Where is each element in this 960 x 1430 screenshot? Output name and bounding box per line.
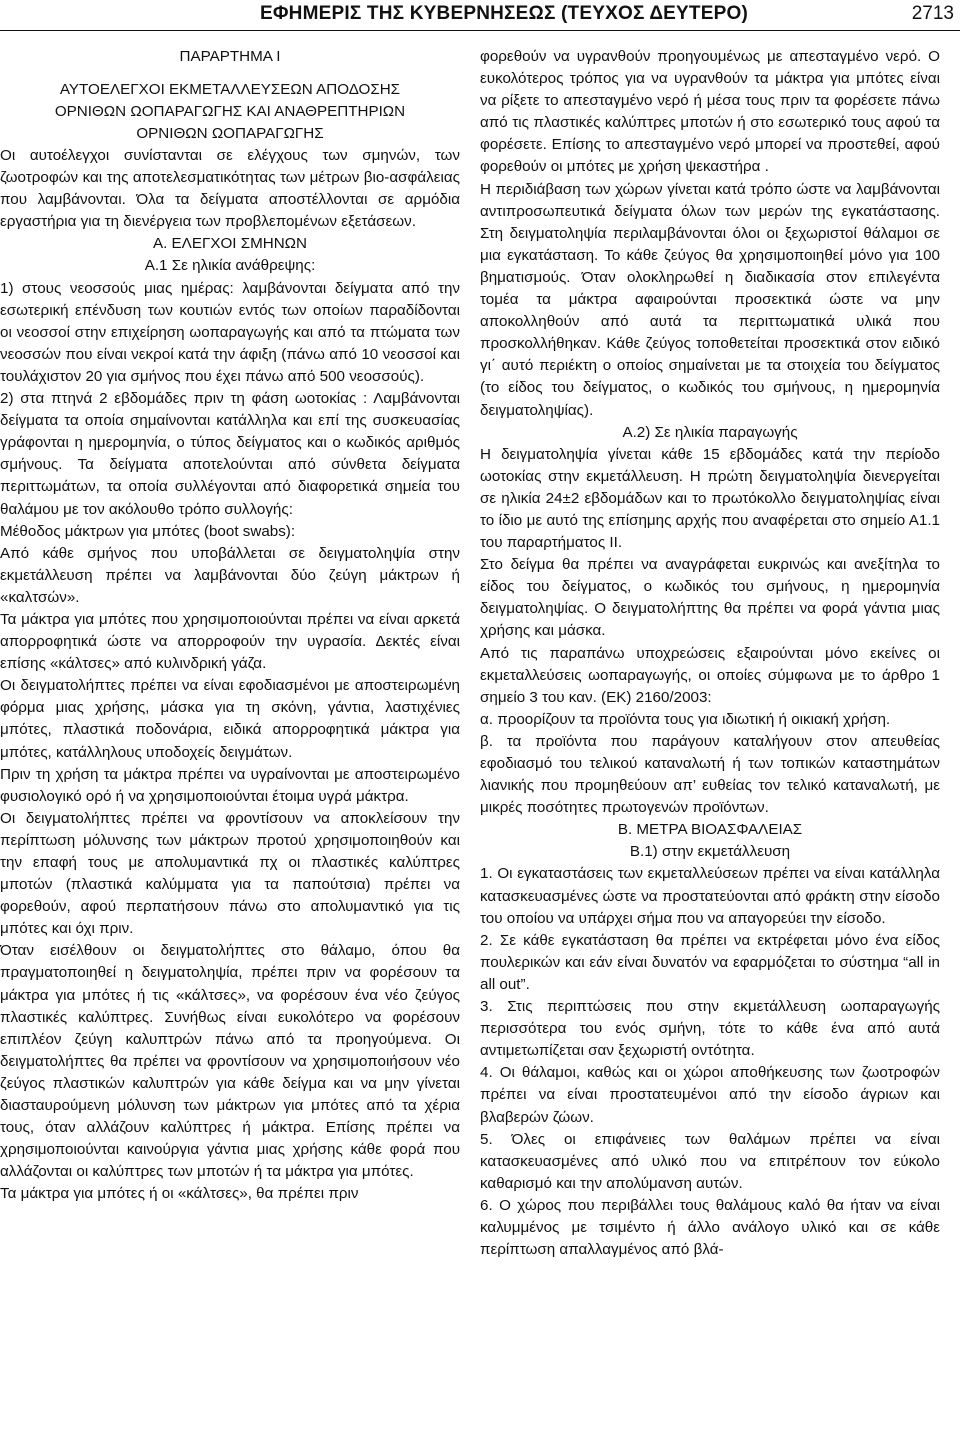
paragraph: Στο δείγμα θα πρέπει να αναγράφεται ευκρινώς και ανεξίτηλα το είδος του δείγματος, ο κωδικός του σμήνους, η ημερομηνία δειγματοληψίας. Ο δειγματολήπτης θα πρέπει να φορά γάντια μιας χρήσης και μάσκα.: [480, 556, 940, 640]
paragraph: Από κάθε σμήνος που υποβάλλεται σε δειγματοληψία στην εκμετάλλευση πρέπει να λαμβάνονται δύο ζεύγη μάκτρων ή «καλτσών».: [0, 544, 460, 606]
numbered-item-2: 2. Σε κάθε εγκατάσταση θα πρέπει να εκτρέφεται μόνο ένα είδος πουλερικών και εάν είναι δυνατόν να εφαρμόζεται το σύστημα “all in all out”.: [480, 931, 940, 993]
subsection-heading-b1: Β.1) στην εκμετάλλευση: [629, 843, 791, 861]
header-rule: [0, 30, 960, 31]
left-column: [0, 46, 460, 1206]
numbered-item-5: 5. Όλες οι επιφάνειες των θαλάμων πρέπει να είναι κατασκευασμένες από υλικό που να επιτρέπουν τον εύκολο καθαρισμό και την απολύμανση αυτών.: [480, 1130, 940, 1192]
annex-title-line-3: ΟΡΝΙΘΩΝ ΩΟΠΑΡΑΓΩΓΗΣ: [136, 125, 324, 142]
section-heading-b: Β. ΜΕΤΡΑ ΒΙΟΑΣΦΑΛΕΙΑΣ: [617, 821, 803, 839]
paragraph: Οι δειγματολήπτες πρέπει να είναι εφοδιασμένοι με αποστειρωμένη φόρμα μιας χρήσης, μάσκα για τη σκόνη, γάντια, λαστιχένιες μπότες, πλαστικά ποδονάρια, ειδικά απορροφητικά μάκτρα για μπότες, κατάλληλους υποδοχείς δειγμάτων.: [0, 677, 460, 761]
paragraph: Οι αυτοέλεγχοι συνίστανται σε ελέγχους των σμηνών, των ζωοτροφών και της αποτελεσματικότητας των μέτρων βιο-ασφάλειας που λαμβάνονται. Όλα τα δείγματα αποστέλλονται σε αρμόδια εργαστήρια για τη διενέργεια των προβλεπομένων εξετάσεων.: [0, 147, 460, 231]
paragraph: Τα μάκτρα για μπότες που χρησιμοποιούνται πρέπει να είναι αρκετά απορροφητικά ώστε να απορροφούν την υγρασία. Δεκτές είναι επίσης «κάλτσες» από κυλινδρική γάζα.: [0, 610, 460, 673]
paragraph: φορεθούν να υγρανθούν προηγουμένως με απεσταγμένο νερό. Ο ευκολότερος τρόπος για να υγρανθούν τα μάκτρα για μπότες είναι να ρίξετε το απεσταγμένο νερό ή μέσα τους πριν τα φορέσετε πάνω από τις πλαστικές καλύπτρες μποτών ή στο εσωτερικό τους αφού τα φορέσετε. Επίσης το απεσταγμένο νερό μπορεί να προστεθεί, αφού φορεθούν οι μπότες με χρήση ψεκαστήρα .: [480, 48, 940, 176]
subsection-heading-a1: Α.1 Σε ηλικία ανάθρεψης:: [144, 257, 316, 275]
page-number: 2713: [911, 3, 954, 24]
paragraph: Όταν εισέλθουν οι δειγματολήπτες στο θάλαμο, όπου θα πραγματοποιηθεί η δειγματοληψία, πρέπει πριν να φορέσουν τα μάκτρα για μπότες ή τις «κάλτσες», να φορέσουν ένα νέο ζεύγος πλαστικές καλύπτρες. Συνήθως είναι ευκολότερο να φορέσουν επιπλέον ζεύγη καλυπτρών πάνω από τα προηγούμενα. Οι δειγματολήπτες θα πρέπει να φροντίσουν να χρησιμοποιήσουν νέο ζεύγος πλαστικών καλυπτρών για κάθε δείγμα και να μην γίνεται διασταυρούμενη μόλυνση των μάκτρων για μπότες από τα χέρια τους, όταν αλλάζουν καλύπτρες ή μάκτρα. Επίσης πρέπει να χρησιμοποιούνται καινούργια γάντια μιας χρήσης κάθε φορά που αλλάζονται οι καλύπτρες των μποτών ή τα μάκτρα για μπότες.: [0, 942, 460, 1181]
paragraph: Πριν τη χρήση τα μάκτρα πρέπει να υγραίνονται με αποστειρωμένο φυσιολογικό ορό ή να χρησιμοποιούνται έτοιμα υγρά μάκτρα.: [0, 765, 460, 805]
numbered-item-4: 4. Οι θάλαμοι, καθώς και οι χώροι αποθήκευσης των ζωοτροφών πρέπει να είναι προστατευμένοι από την είσοδο άγριων και βλαβερών ζώων.: [480, 1064, 940, 1126]
gazette-title: ΕΦΗΜΕΡΙΣ ΤΗΣ ΚΥΒΕΡΝΗΣΕΩΣ (ΤΕΥΧΟΣ ΔΕΥΤΕΡΟ): [260, 3, 748, 24]
method-heading: Μέθοδος μάκτρων για μπότες (boot swabs):: [0, 522, 296, 540]
page-header: [0, 0, 960, 30]
paragraph: Τα μάκτρα για μπότες ή οι «κάλτσες», θα πρέπει πριν: [0, 1185, 359, 1203]
annex-title-block: [0, 46, 460, 145]
annex-label: ΠΑΡΑΡΤΗΜΑ Ι: [179, 48, 281, 65]
paragraph: 2) στα πτηνά 2 εβδομάδες πριν τη φάση ωοτοκίας : Λαμβάνονται δείγματα τα οποία σημαίνονται κατάλληλα και επί της συσκευασίας γράφονται η ημερομηνία, ο τύπος δείγματος και ο κωδικός αριθμός σμήνους. Τα δείγματα αποτελούνται από σύνθετα δείγματα περιττωμάτων, τα οποία συλλέγονται από διαφορετικά σημεία του θαλάμου με τον ακόλουθο τρόπο συλλογής:: [0, 390, 460, 518]
section-heading-a: Α. ΕΛΕΓΧΟΙ ΣΜΗΝΩΝ: [152, 235, 308, 253]
subsection-heading-a2: Α.2) Σε ηλικία παραγωγής: [622, 423, 798, 441]
right-column: [480, 46, 940, 1261]
paragraph: Οι δειγματολήπτες πρέπει να φροντίσουν να αποκλείσουν την περίπτωση μόλυνσης των μάκτρων προτού χρησιμοποιηθούν και την επαφή τους με απολυμαντικά πχ οι πλαστικές καλύπτρες μποτών (πλαστικά καλύμματα για τα παπούτσια) πρέπει να φορεθούν, αφού περπατήσουν πάνω στο απολυμαντικό για τις μπότες και όχι πριν.: [0, 809, 460, 938]
annex-title-line-2: ΟΡΝΙΘΩΝ ΩΟΠΑΡΑΓΩΓΗΣ ΚΑΙ ΑΝΑΘΡΕΠΤΗΡΙΩΝ: [54, 103, 406, 120]
numbered-item-6: 6. Ο χώρος που περιβάλλει τους θαλάμους καλό θα ήταν να είναι καλυμμένος με τσιμέντο ή άλλο ανάλογο υλικό και σε κάθε περίπτωση απαλλαγμένος από βλά-: [480, 1196, 940, 1259]
annex-title-line-1: ΑΥΤΟΕΛΕΓΧΟΙ ΕΚΜΕΤΑΛΛΕΥΣΕΩΝ ΑΠΟΔΟΣΗΣ: [59, 81, 401, 98]
list-item-b: β. τα προϊόντα που παράγουν καταλήγουν στον απευθείας εφοδιασμό του τελικού καταναλωτή ή των τοπικών καταστημάτων λιανικής που προμηθεύουν απ’ ευθείας τον τελικό καταναλωτή, με μικρές ποσότητες πρωτογενών προϊόντων.: [480, 732, 940, 817]
paragraph: Η δειγματοληψία γίνεται κάθε 15 εβδομάδες κατά την περίοδο ωοτοκίας στην εκμετάλλευση. Η πρώτη δειγματοληψία διενεργείται σε ηλικία 24±2 εβδομάδων και το πρωτόκολλο δειγματοληψίας είναι το ίδιο με αυτό της επίσημης αρχής που αναφέρεται στο σημείο Α1.1 του παραρτήματος ΙΙ.: [480, 445, 940, 552]
paragraph: Η περιδιάβαση των χώρων γίνεται κατά τρόπο ώστε να λαμβάνονται αντιπροσωπευτικά δείγματα όλων των μερών της εγκατάστασης. Στη δειγματοληψία περιλαμβάνονται όλοι οι ξεχωριστοί θάλαμοι σε μια εγκατάσταση. Το κάθε ζεύγος θα χρησιμοποιηθεί μόνο για 100 βηματισμούς. Όταν ολοκληρωθεί η διαδικασία στον επιλεγέντα τομέα τα μάκτρα αφαιρούνται προσεκτικά ώστε να μην αποκολληθούν από αυτά τα περιττωματικά υλικά που προσκολλήθηκαν. Κάθε ζεύγος τοποθετείται προσεκτικά στον ειδικό γι΄ αυτό περιέκτη ο οποίος σημαίνεται με τα στοιχεία του δείγματος (το είδος του δείγματος, ο κωδικός του σμήνους, η ημερομηνία δειγματοληψίας).: [480, 180, 940, 419]
list-item-a: α. προορίζουν τα προϊόντα τους για ιδιωτική ή οικιακή χρήση.: [480, 710, 891, 728]
paragraph: Από τις παραπάνω υποχρεώσεις εξαιρούνται μόνο εκείνες οι εκμεταλλεύσεις ωοπαραγωγής, οι οποίες σύμφωνα με το άρθρο 1 σημείο 3 του καν. (ΕΚ) 2160/2003:: [480, 644, 940, 706]
numbered-item-1: 1. Οι εγκαταστάσεις των εκμεταλλεύσεων πρέπει να είναι κατάλληλα κατασκευασμένες ώστε να προστατεύονται από φράκτη στην είσοδο του οποίου να υπάρχει σήμα που να απαγορεύει την είσοδο.: [480, 865, 940, 927]
numbered-item-3: 3. Στις περιπτώσεις που στην εκμετάλλευση ωοπαραγωγής περισσότερα του ενός σμήνη, τότε το κάθε ένα από αυτά αντιμετωπίζεται σαν ξεχωριστή οντότητα.: [480, 998, 940, 1060]
paragraph: 1) στους νεοσσούς μιας ημέρας: λαμβάνονται δείγματα από την εσωτερική επένδυση των κουτιών εντός των οποίων παραδίδονται οι νεοσσοί στην επιχείρηση ωοπαραγωγής και από τα πτώματα των νεοσσών που είναι νεκροί κατά την άφιξη (πάνω από 10 νεοσσοί και τουλάχιστον 20 για σμήνος που έχει πάνω από 500 νεοσσούς).: [0, 279, 460, 385]
